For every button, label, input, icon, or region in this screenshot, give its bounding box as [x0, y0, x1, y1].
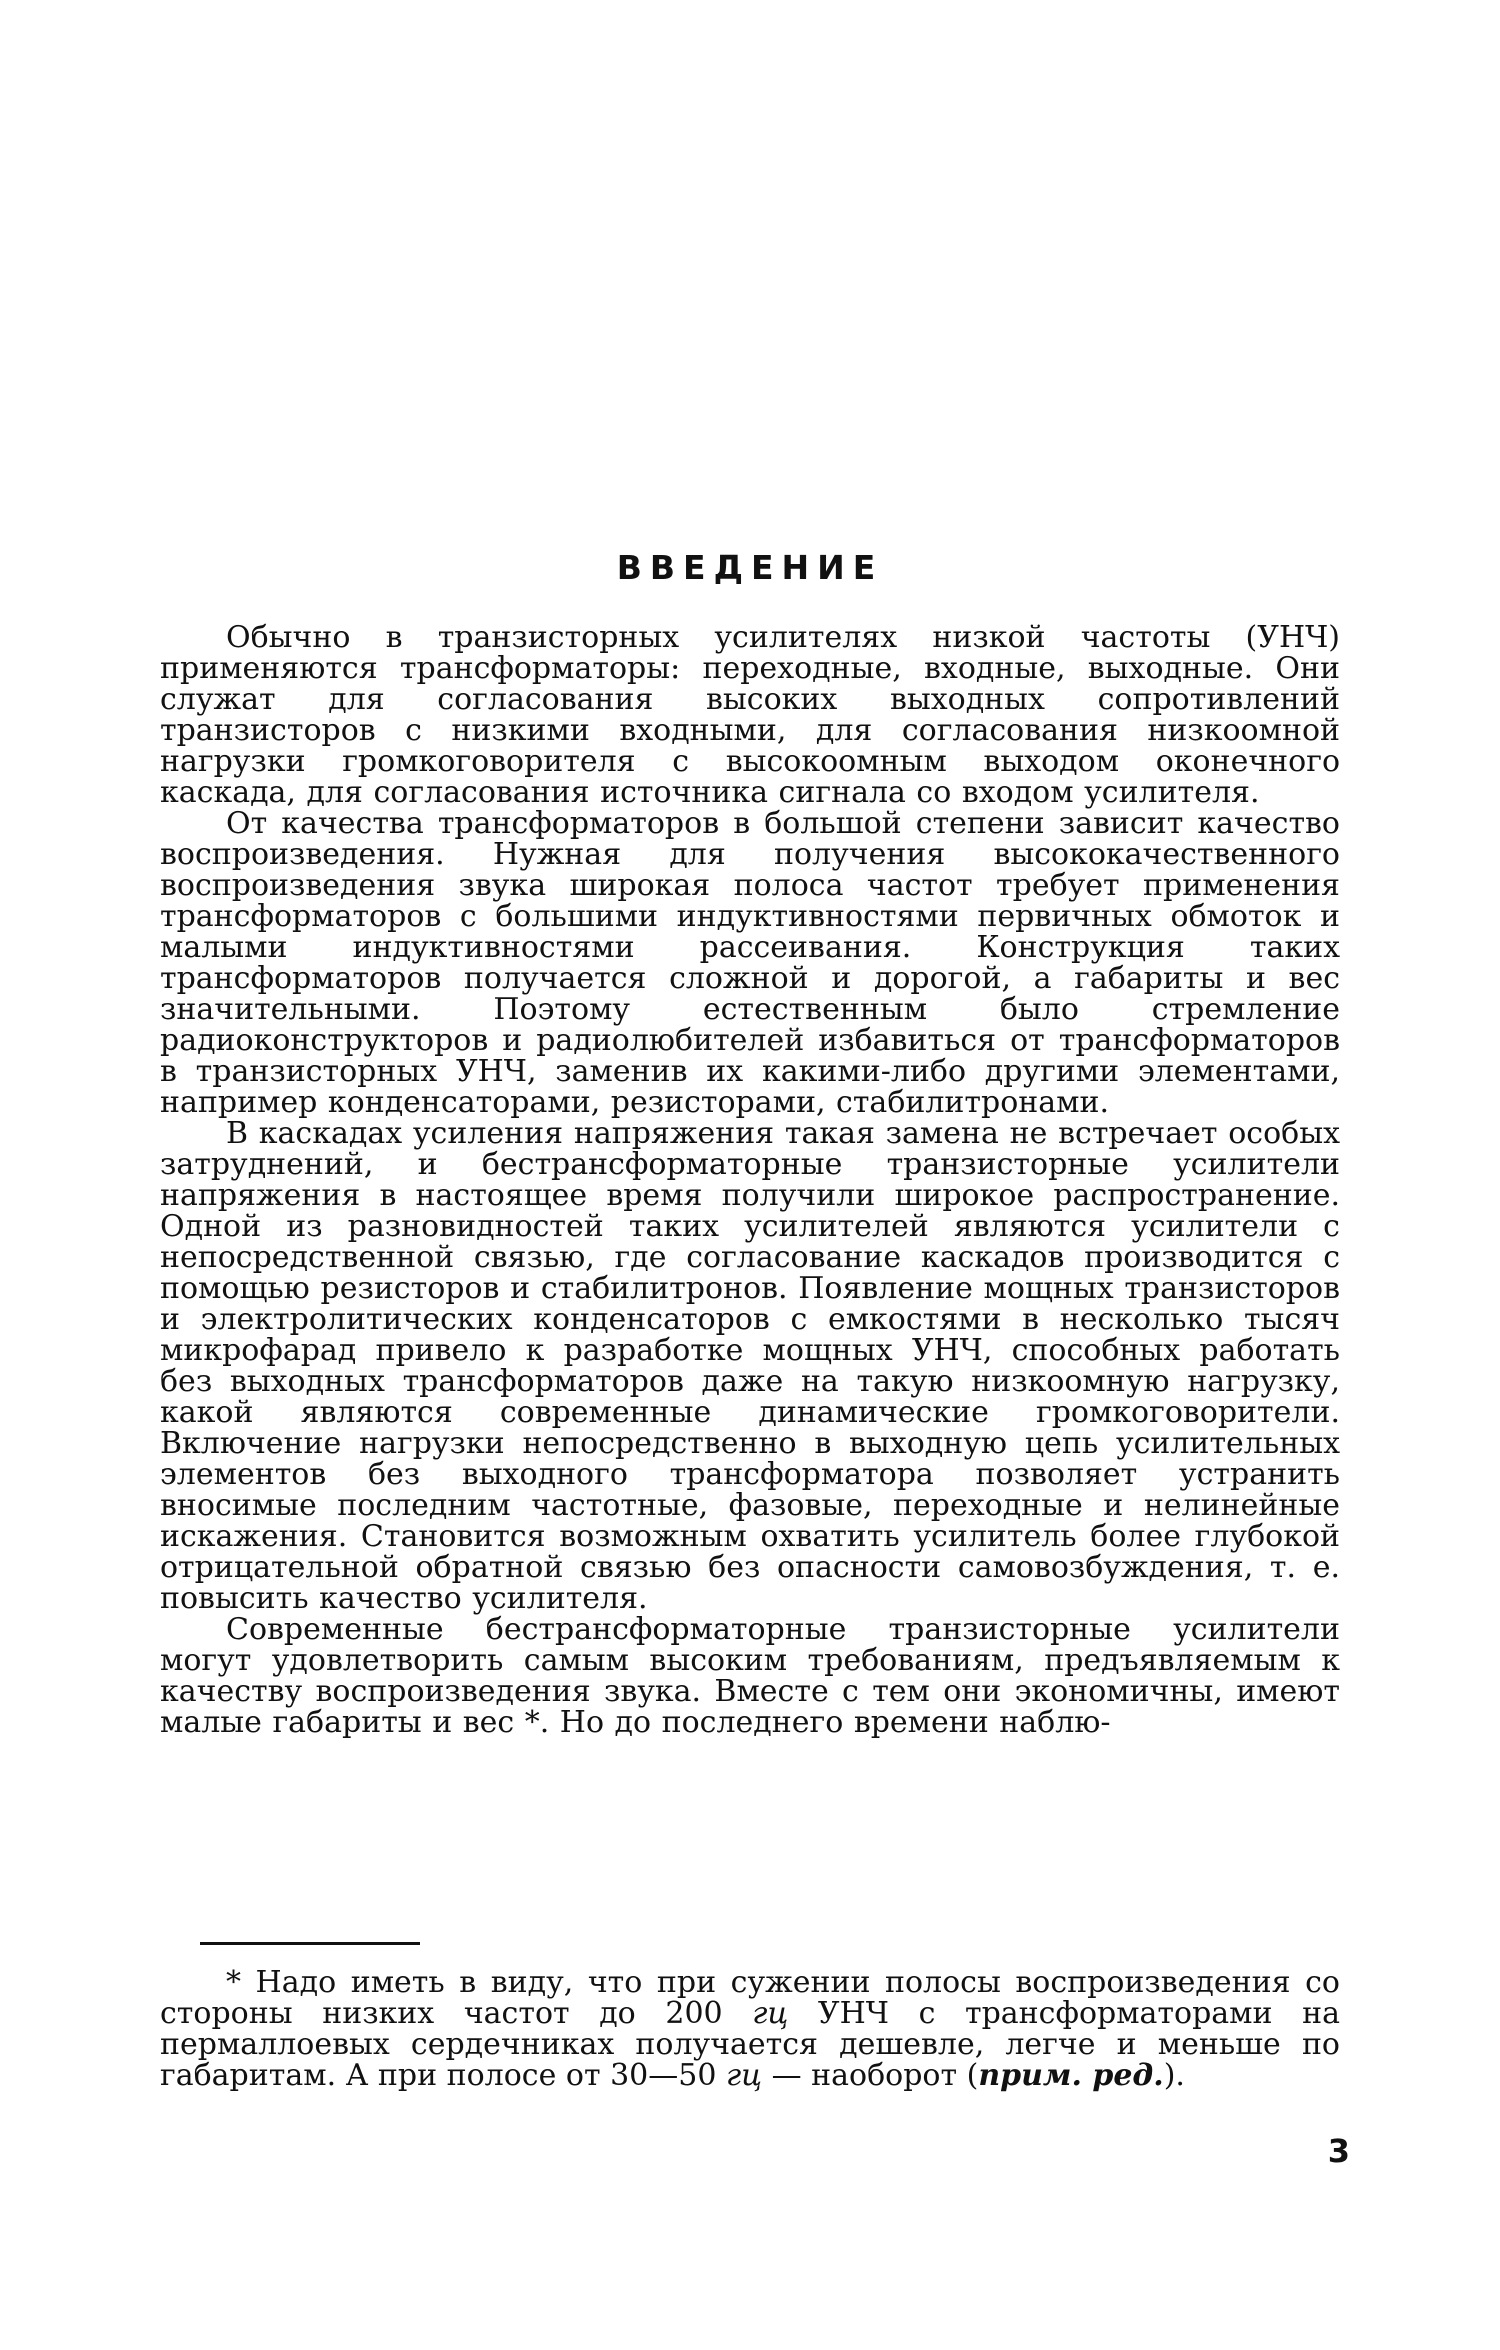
footnote-text: ). — [1163, 2058, 1185, 2093]
footnote-unit: гц — [752, 1996, 789, 2031]
paragraph: В каскадах усиления напряжения такая замена не встречает особых затруднений, и бестрансформаторные транзисторные усилители напряжения в настоящее время получили широкое распространение. Одной из разновидностей таких усилителей являются усилители с непосредственной связью, где согласование каскадов производится с помощью резисторов и стабилитронов. Появление мощных транзисторов и электролитических конденсаторов с емкостями в несколько тысяч микрофарад привело к разработке мощных УНЧ, способных работать без выходных трансформаторов даже на такую низкоомную нагрузку, какой являются современные динамические громкоговорители. Включение нагрузки непосредственно в выходную цепь усилительных элементов без выходного трансформатора позволяет устранить вносимые последним частотные, фазовые, переходные и нелинейные искажения. Становится возможным охватить усилитель более глубокой отрицательной обратной связью без опасности самовозбуждения, т. е. повысить качество усилителя. — [160, 1116, 1340, 1616]
footnote-unit: гц — [725, 2058, 763, 2093]
section-heading: ВВЕДЕНИЕ — [616, 548, 884, 587]
page-number: 3 — [1327, 2132, 1350, 2170]
editor-note: прим. ред. — [978, 2058, 1164, 2093]
paragraph: Обычно в транзисторных усилителях низкой частоты (УНЧ) применяются трансформаторы: переходные, входные, выходные. Они служат для согласования высоких выходных сопротивлений транзисторов с низкими входными, для согласования низкоомной нагрузки громкоговорителя с высокоомным выходом оконечного каскада, для согласования источника сигнала со входом усилителя. — [160, 620, 1340, 810]
footnote-text: УНЧ с трансформаторами на пермаллоевых сердечниках получается дешевле, легче и меньше по габаритам. А при полосе от 30—50 — [160, 1996, 1340, 2093]
footnote-text: * Надо иметь в виду, что при сужении полосы воспроизведения со стороны низких частот до 200 — [160, 1965, 1340, 2031]
body-text — [160, 622, 1340, 1738]
footnote-divider — [200, 1942, 420, 1945]
paragraph: Современные бестрансформаторные транзисторные усилители могут удовлетворить самым высоким требованиям, предъявляемым к качеству воспроизведения звука. Вместе с тем они экономичны, имеют малые габариты и вес *. Но до последнего времени наблю- — [160, 1612, 1340, 1740]
footnote — [160, 1967, 1340, 2091]
footnote-text: — наоборот ( — [762, 2058, 979, 2093]
paragraph: От качества трансформаторов в большой степени зависит качество воспроизведения. Нужная для получения высококачественного воспроизведения звука широкая полоса частот требует применения трансформаторов с большими индуктивностями первичных обмоток и малыми индуктивностями рассеивания. Конструкция таких трансформаторов получается сложной и дорогой, а габариты и вес значительными. Поэтому естественным было стремление радиоконструкторов и радиолюбителей избавиться от трансформаторов в транзисторных УНЧ, заменив их какими-либо другими элементами, например конденсаторами, резисторами, стабилитронами. — [160, 806, 1340, 1120]
